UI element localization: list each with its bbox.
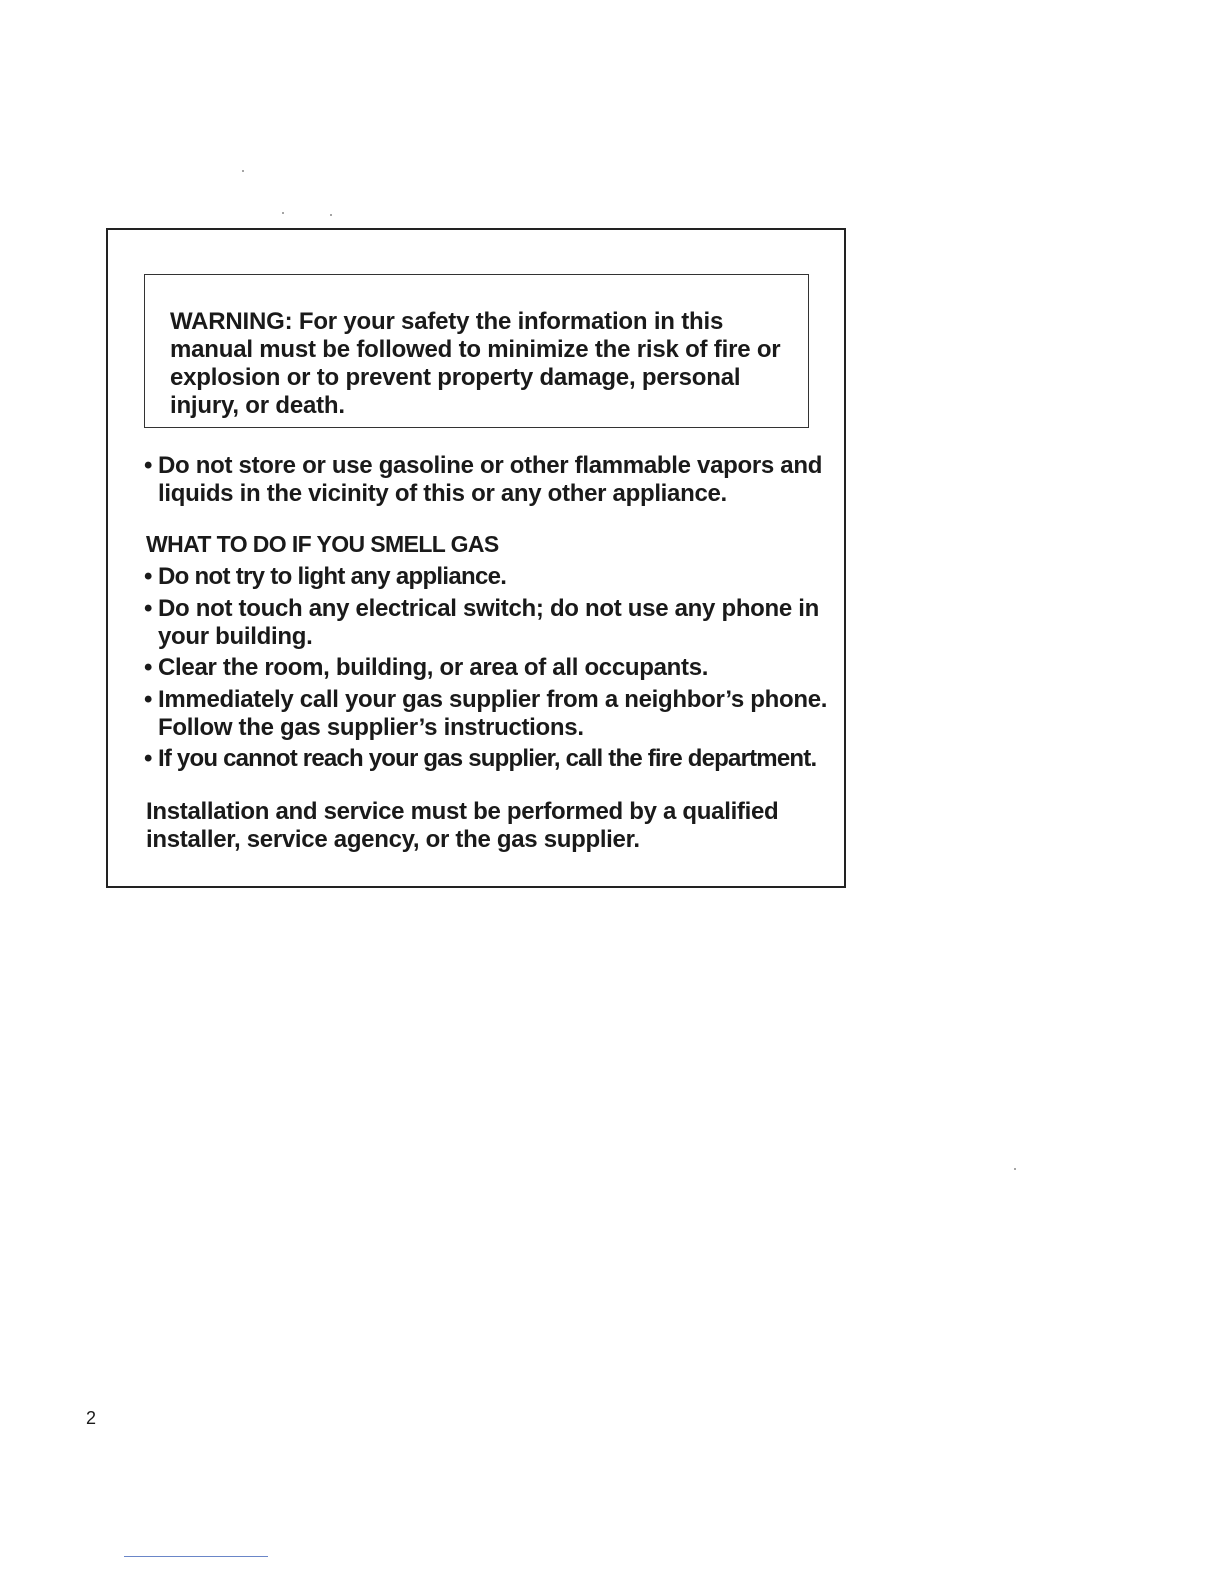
list-item-text: If you cannot reach your gas supplier, call the fire department. bbox=[158, 745, 817, 772]
list-item-text: Do not try to light any appliance. bbox=[158, 563, 507, 590]
list-item bbox=[144, 686, 838, 742]
list-item-text: Clear the room, building, or area of all occupants. bbox=[158, 654, 709, 681]
scan-speck bbox=[282, 212, 284, 214]
list-item-text: Immediately call your gas supplier from a neighbor’s phone. Follow the gas supplier’s instructions. bbox=[158, 686, 828, 741]
list-item bbox=[144, 595, 838, 651]
installation-notice: Installation and service must be performed by a qualified installer, service agency, or the gas supplier. bbox=[146, 798, 779, 853]
bullet-icon: • bbox=[144, 745, 153, 772]
storage-warning-text: Do not store or use gasoline or other flammable vapors and liquids in the vicinity of this or any other appliance. bbox=[158, 452, 823, 507]
bullet-icon: • bbox=[144, 452, 153, 479]
bullet-icon: • bbox=[144, 654, 153, 681]
bullet-icon: • bbox=[144, 595, 153, 622]
scan-speck bbox=[242, 170, 244, 172]
list-item bbox=[144, 563, 838, 591]
smell-gas-heading: WHAT TO DO IF YOU SMELL GAS bbox=[146, 531, 499, 557]
bullet-icon: • bbox=[144, 686, 153, 713]
bottom-rule bbox=[124, 1556, 268, 1557]
warning-text: WARNING: For your safety the information in this manual must be followed to minimize the risk of fire or explosion or to prevent property damage, personal injury, or death. bbox=[170, 308, 781, 419]
scan-speck bbox=[330, 214, 332, 216]
list-item bbox=[144, 654, 838, 682]
storage-warning-item bbox=[144, 452, 838, 508]
list-item bbox=[144, 745, 838, 773]
list-item-text: Do not touch any electrical switch; do not use any phone in your building. bbox=[158, 595, 820, 650]
bullet-icon: • bbox=[144, 563, 153, 590]
page-number: 2 bbox=[86, 1408, 97, 1428]
scan-speck bbox=[1014, 1168, 1016, 1170]
